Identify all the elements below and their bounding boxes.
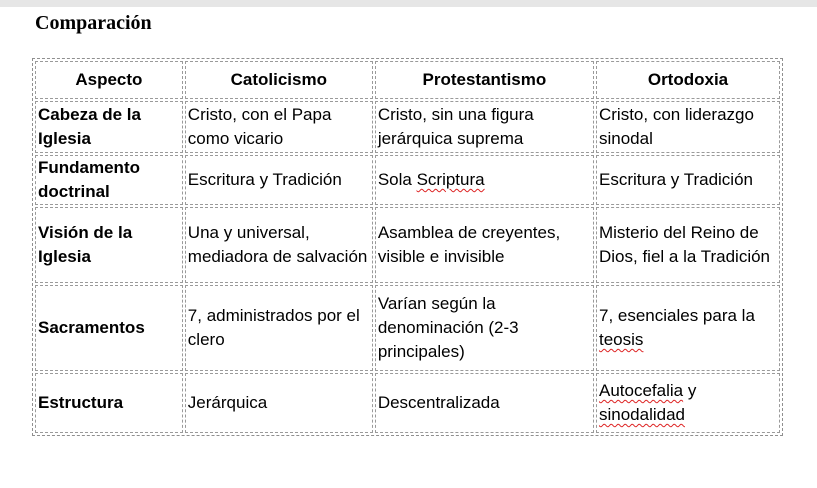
header-protestantismo: Protestantismo xyxy=(375,61,594,99)
spellcheck-flagged-word: Autocefalia xyxy=(598,381,684,400)
row-aspect-cell: Fundamento doctrinal xyxy=(35,155,183,205)
table-row xyxy=(35,207,780,283)
protestantismo-cell: Asamblea de creyentes, visible e invisible xyxy=(375,207,594,283)
ortodoxia-cell xyxy=(596,285,780,371)
ortodoxia-cell xyxy=(596,373,780,433)
document-title: Comparación xyxy=(35,12,152,34)
row-aspect-cell: Estructura xyxy=(35,373,183,433)
protestantismo-cell xyxy=(375,155,594,205)
ortodoxia-cell: Cristo, con liderazgo sinodal xyxy=(596,101,780,153)
comparison-table xyxy=(32,58,783,436)
spellcheck-flagged-word: teosis xyxy=(598,330,644,349)
table-header-row xyxy=(35,61,780,99)
table-row xyxy=(35,285,780,371)
catolicismo-cell: Cristo, con el Papa como vicario xyxy=(185,101,373,153)
protestantismo-cell: Cristo, sin una figura jerárquica suprema xyxy=(375,101,594,153)
spellcheck-flagged-word: sinodalidad xyxy=(598,405,685,424)
catolicismo-cell: Escritura y Tradición xyxy=(185,155,373,205)
catolicismo-cell: 7, administrados por el clero xyxy=(185,285,373,371)
catolicismo-cell: Una y universal, mediadora de salvación xyxy=(185,207,373,283)
protestantismo-cell: Varían según la denominación (2-3 principales) xyxy=(375,285,594,371)
cell-text: y xyxy=(683,381,697,400)
catolicismo-cell: Jerárquica xyxy=(185,373,373,433)
table-row xyxy=(35,155,780,205)
header-aspecto: Aspecto xyxy=(35,61,183,99)
table-row xyxy=(35,373,780,433)
header-ortodoxia: Ortodoxia xyxy=(596,61,780,99)
row-aspect-cell: Cabeza de la Iglesia xyxy=(35,101,183,153)
protestantismo-cell: Descentralizada xyxy=(375,373,594,433)
header-catolicismo: Catolicismo xyxy=(185,61,373,99)
spellcheck-flagged-word: Scriptura xyxy=(416,170,485,189)
ortodoxia-cell: Escritura y Tradición xyxy=(596,155,780,205)
ortodoxia-cell: Misterio del Reino de Dios, fiel a la Tradición xyxy=(596,207,780,283)
table-row xyxy=(35,101,780,153)
cell-text: Sola xyxy=(377,170,417,189)
row-aspect-cell: Sacramentos xyxy=(35,285,183,371)
window-top-bar xyxy=(0,0,817,7)
cell-text: 7, esenciales para la xyxy=(598,306,755,325)
row-aspect-cell: Visión de la Iglesia xyxy=(35,207,183,283)
